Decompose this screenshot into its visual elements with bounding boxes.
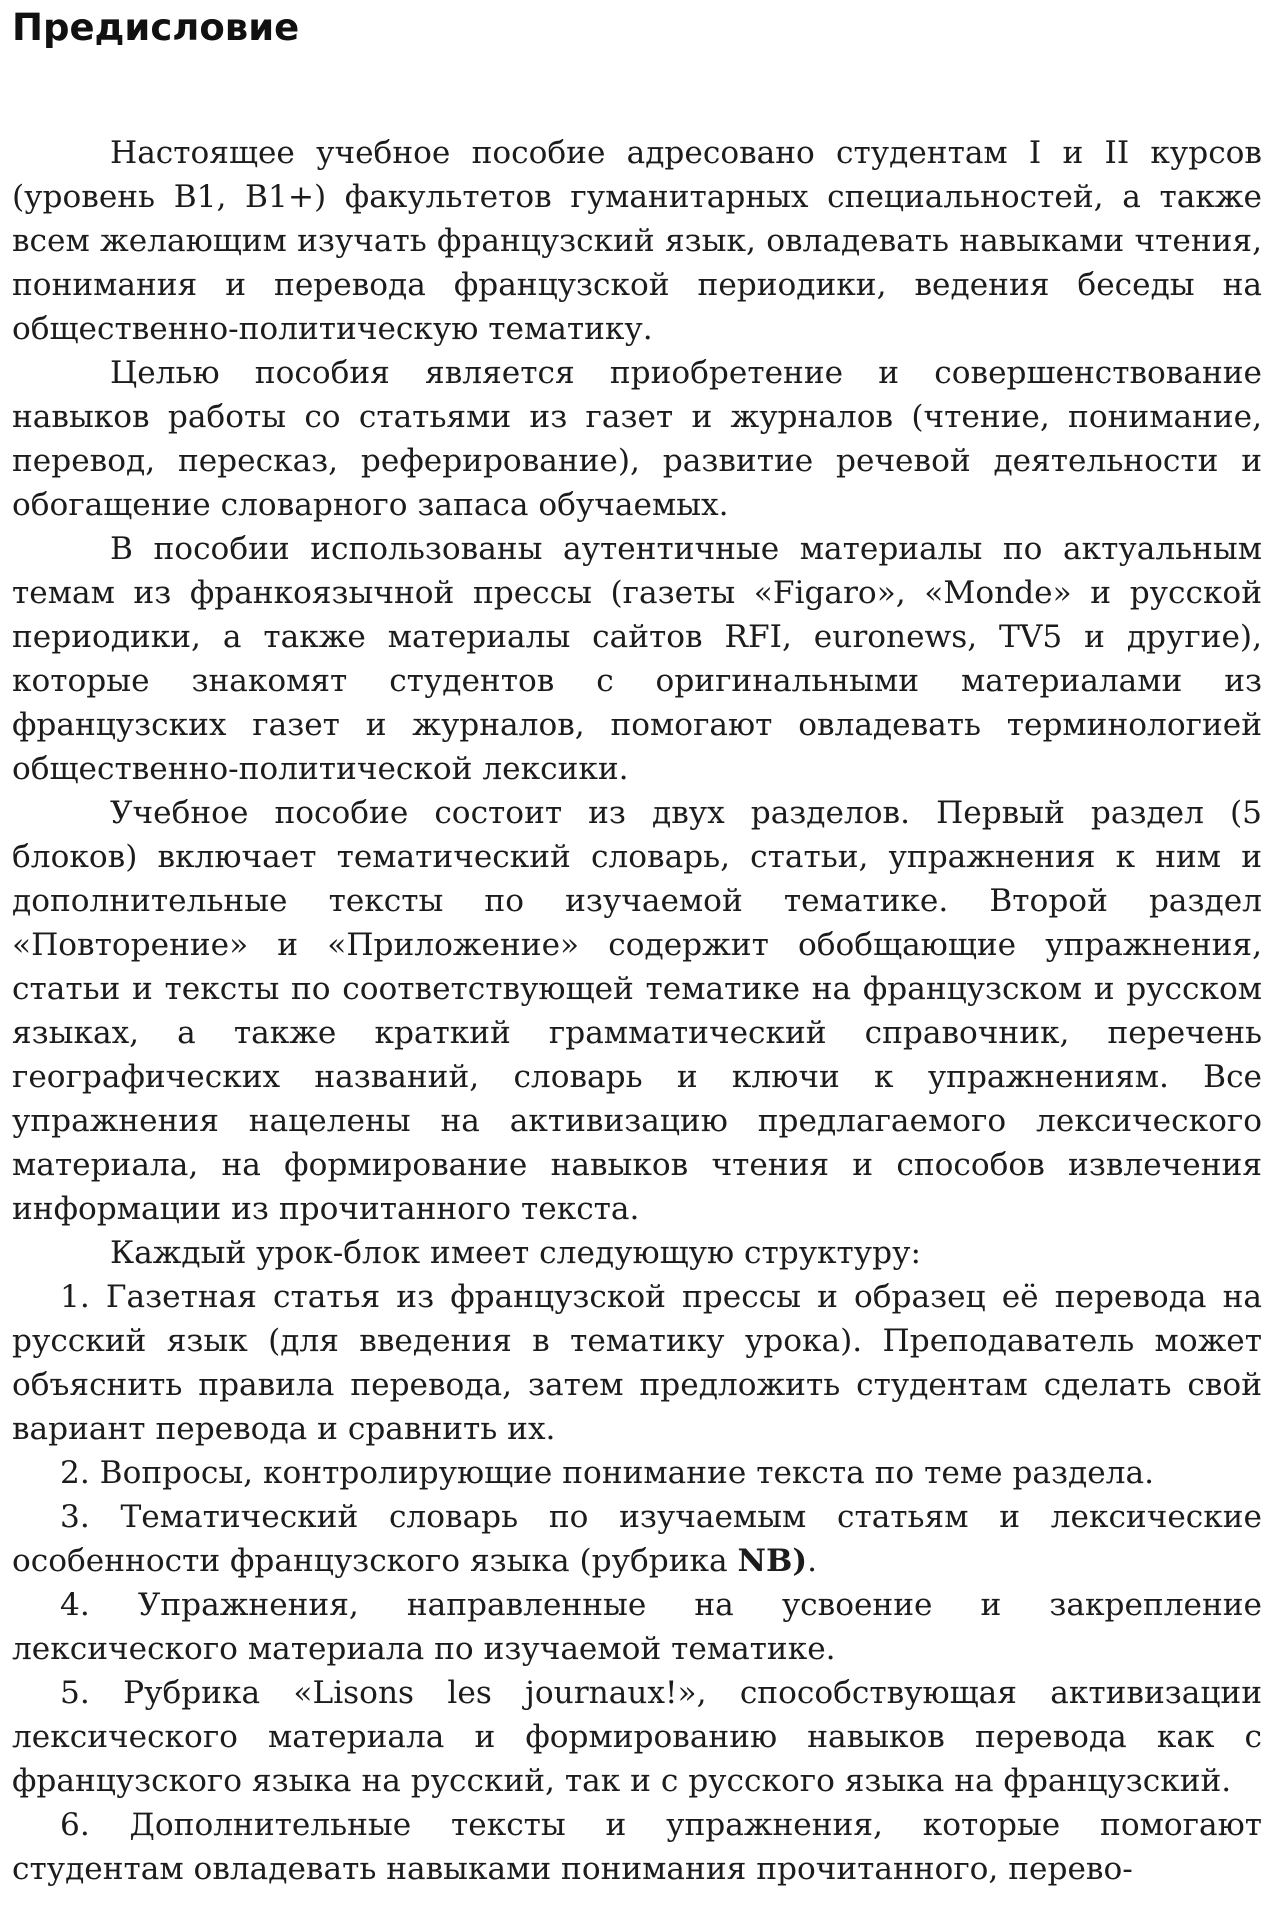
list-item-3-text: 3. Тематический словарь по изучаемым статьям и лексические особенности французского языка (рубрика [12,1499,1262,1579]
paragraph-materials: В пособии использованы аутентичные материалы по актуальным темам из франкоязычной прессы (газеты «Figaro», «Monde» и русской периодики, а также материалы сайтов RFI, euronews, TV5 и другие), которые знакомят студентов с оригинальными материалами из французских газет и журналов, помогают овладевать терминологией общественно-политической лексики. [12,531,1262,787]
list-item-3-tail: . [807,1543,818,1579]
list-item-3 [12,1495,1262,1583]
structure-intro: Каждый урок-блок имеет следующую структуру: [110,1235,921,1271]
document-body [12,131,1262,1891]
paragraph-goal: Целью пособия является приобретение и совершенствование навыков работы со статьями из газет и журналов (чтение, понимание, перевод, пересказ, реферирование), развитие речевой деятельности и обогащение словарного запаса обучаемых. [12,355,1262,523]
list-item-6: 6. Дополнительные тексты и упражнения, которые помогают студентам овладевать навыками понимания прочитанного, перево- [12,1807,1262,1887]
rubric-nb: NB) [737,1543,808,1579]
list-item-4: 4. Упражнения, направленные на усвоение и закрепление лексического материала по изучаемой тематике. [12,1587,1262,1667]
list-item-1: 1. Газетная статья из французской прессы и образец её перевода на русский язык (для введения в тематику урока). Преподаватель может объяснить правила перевода, затем предложить студентам сделать свой вариант перевода и сравнить их. [12,1279,1262,1447]
list-item-2: 2. Вопросы, контролирующие понимание текста по теме раздела. [60,1455,1154,1491]
page-title: Предисловие [12,6,300,49]
paragraph-intro: Настоящее учебное пособие адресовано студентам I и II курсов (уровень B1, B1+) факультетов гуманитарных специальностей, а также всем желающим изучать французский язык, овладевать навыками чтения, понимания и перевода французской периодики, ведения беседы на общественно-политическую тематику. [12,135,1262,347]
list-item-5: 5. Рубрика «Lisons les journaux!», способствующая активизации лексического материала и формированию навыков перевода как с французского языка на русский, так и с русского языка на французский. [12,1675,1262,1799]
paragraph-structure: Учебное пособие состоит из двух разделов. Первый раздел (5 блоков) включает тематический словарь, статьи, упражнения к ним и дополнительные тексты по изучаемой тематике. Второй раздел «Повторение» и «Приложение» содержит обобщающие упражнения, статьи и тексты по соответствующей тематике на французском и русском языках, а также краткий грамматический справочник, перечень географических названий, словарь и ключи к упражнениям. Все упражнения нацелены на активизацию предлагаемого лексического материала, на формирование навыков чтения и способов извлечения информации из прочитанного текста. [12,795,1262,1227]
